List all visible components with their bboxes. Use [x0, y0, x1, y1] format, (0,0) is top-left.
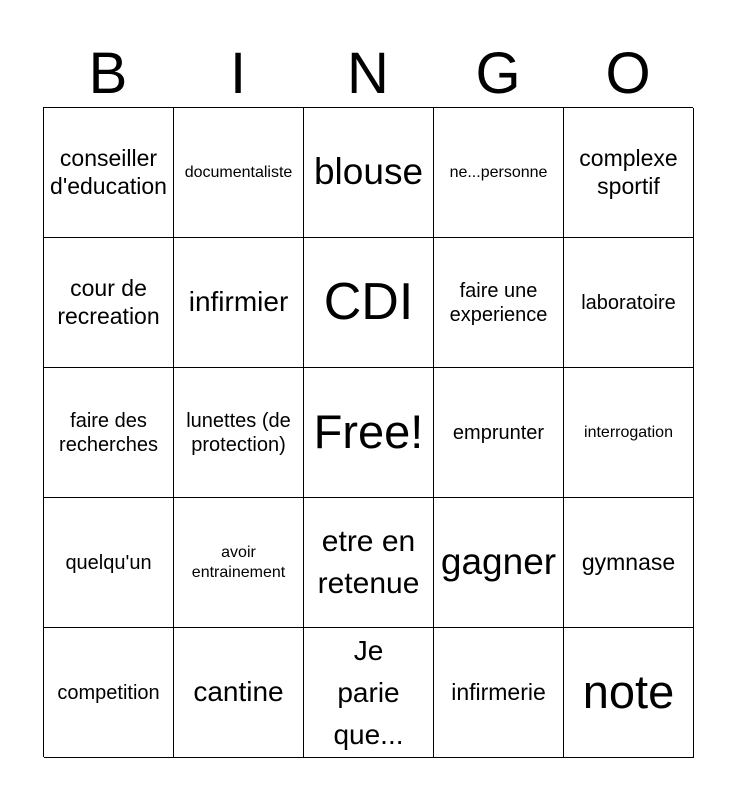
bingo-cell[interactable] [564, 498, 694, 628]
header-letter-n: N [347, 41, 389, 106]
bingo-cell[interactable] [434, 368, 564, 498]
cell-text: competition [57, 681, 160, 704]
cell-text: etre en retenue [317, 524, 420, 600]
cell-text: cantine [193, 676, 284, 708]
cell-text: quelqu'un [65, 551, 152, 574]
cell-text: emprunter [452, 421, 545, 444]
bingo-cell[interactable] [304, 108, 434, 238]
cell-text: gagner [440, 541, 557, 583]
bingo-header [43, 42, 693, 106]
cell-text: note [582, 665, 675, 719]
header-letter-g: G [475, 41, 521, 106]
bingo-cell[interactable] [434, 628, 564, 758]
bingo-cell[interactable] [44, 628, 174, 758]
bingo-cell[interactable] [44, 368, 174, 498]
cell-text: faire des recherches [59, 409, 158, 456]
bingo-cell[interactable] [174, 498, 304, 628]
bingo-grid [43, 107, 693, 757]
bingo-cell[interactable] [304, 628, 434, 758]
bingo-cell[interactable] [564, 108, 694, 238]
free-space[interactable] [304, 368, 434, 498]
bingo-cell[interactable] [434, 498, 564, 628]
cell-text: gymnase [581, 548, 676, 575]
cell-text: Je parie que... [333, 634, 404, 750]
bingo-cell[interactable] [434, 108, 564, 238]
cell-text: complexe sportif [579, 144, 678, 199]
bingo-cell[interactable] [174, 238, 304, 368]
bingo-cell[interactable] [174, 628, 304, 758]
bingo-cell[interactable] [44, 498, 174, 628]
bingo-cell[interactable] [304, 238, 434, 368]
header-letter-b: B [88, 41, 128, 106]
cell-text: faire une experience [449, 279, 548, 326]
header-letter-i: I [229, 41, 247, 106]
cell-text: blouse [313, 151, 424, 193]
cell-text: laboratoire [581, 291, 676, 314]
bingo-cell[interactable] [174, 368, 304, 498]
cell-text: infirmier [188, 286, 289, 318]
cell-text: interrogation [584, 423, 673, 441]
cell-text: documentaliste [184, 163, 293, 181]
header-letter-o: O [605, 41, 651, 106]
bingo-cell[interactable] [304, 498, 434, 628]
cell-text: cour de recreation [57, 274, 160, 329]
cell-text: conseiller d'education [50, 144, 167, 199]
bingo-cell[interactable] [434, 238, 564, 368]
bingo-cell[interactable] [44, 108, 174, 238]
cell-text: lunettes (de protection) [186, 409, 291, 456]
bingo-cell[interactable] [174, 108, 304, 238]
cell-text: CDI [323, 273, 414, 332]
bingo-cell[interactable] [44, 238, 174, 368]
cell-text: ne...personne [449, 163, 548, 181]
cell-text: infirmerie [451, 678, 546, 705]
bingo-cell[interactable] [564, 238, 694, 368]
free-space-label: Free! [313, 405, 424, 459]
cell-text: avoir entrainement [191, 544, 286, 581]
bingo-cell[interactable] [564, 628, 694, 758]
bingo-cell[interactable] [564, 368, 694, 498]
